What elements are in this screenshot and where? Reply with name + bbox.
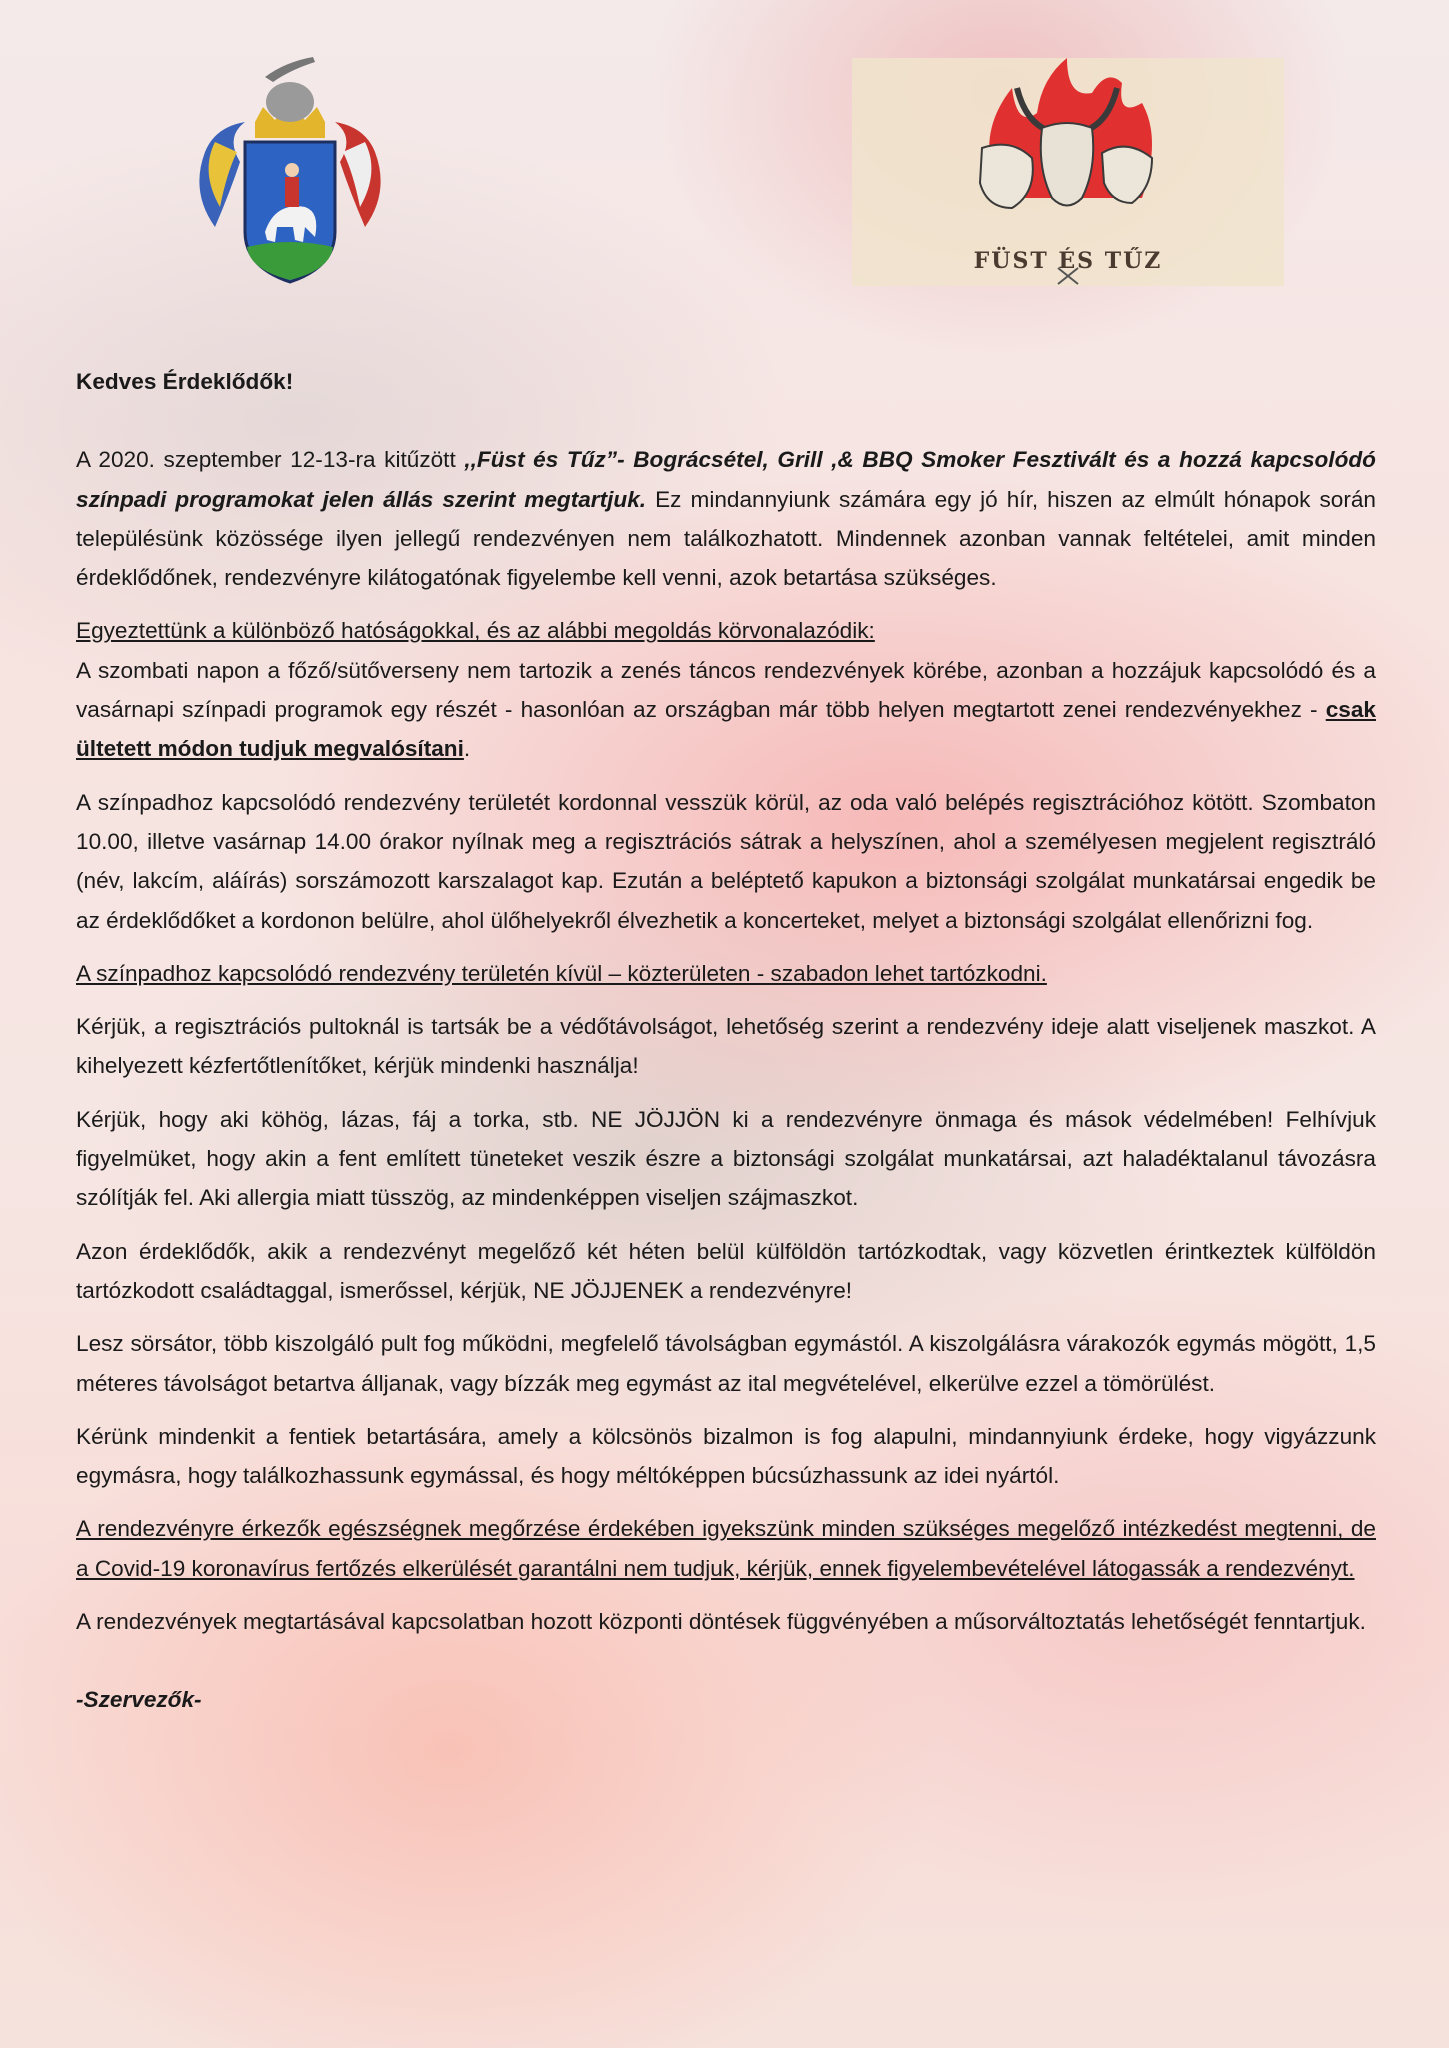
paragraph-beer-tent: Lesz sörsátor, több kiszolgáló pult fog működni, megfelelő távolságban egymástól. A kiszolgálásra várakozók egymás mögött, 1,5 méteres távolságot betartva álljanak, vagy bízzák meg egymást az ital megvételével, elkerülve ezzel a tömörülést. bbox=[76, 1331, 1376, 1396]
paragraph-distance: Kérjük, a regisztrációs pultoknál is tartsák be a védőtávolságot, lehetőség szerint a rendezvény ideje alatt viseljenek maszkot. A kihelyezett kézfertőtlenítőket, kérjük mindenki használja! bbox=[76, 1014, 1376, 1079]
coat-of-arms-logo bbox=[185, 42, 395, 287]
paragraph-abroad: Azon érdeklődők, akik a rendezvényt megelőző két héten belül külföldön tartózkodtak, vagy közvetlen érintkeztek külföldön tartózkodott családtaggal, ismerőssel, kérjük, NE JÖJJENEK a rendezvényre! bbox=[76, 1238, 1376, 1303]
paragraph-trust: Kérünk mindenkit a fentiek betartására, amely a kölcsönös bizalmon is fog alapulni, mindannyiunk érdeke, hogy vigyázzunk egymásra, hogy találkozhassunk egymással, és hogy méltóképpen búcsúzhassunk az idei nyártól. bbox=[76, 1423, 1376, 1489]
paragraph-outside-area: A színpadhoz kapcsolódó rendezvény területén kívül – közterületen - szabadon lehet tartózkodni. bbox=[76, 960, 1047, 986]
paragraph-registration: A színpadhoz kapcsolódó rendezvény területét kordonnal vesszük körül, az oda való belépés regisztrációhoz kötött. Szombaton 10.00, illetve vasárnap 14.00 órakor nyílnak meg a regisztrációs sátrak a helyszínen, ahol a személyesen megjelent regisztráló (név, lakcím, aláírás) sorszámozott karszalagot kap. Ezután a beléptető kapukon a biztonsági szolgálat munkatársai engedik be az érdeklődőket a kordonon belülre, ahol ülőhelyekről élvezhetik a koncerteket, melyet a biztonsági szolgálat ellenőrizni fog. bbox=[76, 789, 1376, 933]
fust-es-tuz-logo bbox=[852, 58, 1284, 286]
greeting: Kedves Érdeklődők! bbox=[76, 369, 294, 394]
signature: -Szervezők- bbox=[76, 1687, 202, 1713]
paragraph-symptoms: Kérjük, hogy aki köhög, lázas, fáj a torka, stb. NE JÖJJÖN ki a rendezvényre önmaga és mások védelmében! Felhívjuk figyelmüket, hogy akin a fent említett tüneteket veszik észre a biztonsági szolgálat munkatársai, azt haladéktalanul távozásra szólítják fel. Aki allergia miatt tüsszög, az mindenképpen viseljen szájmaszkot. bbox=[76, 1106, 1376, 1211]
brand-text: FÜST ÉS TŰZ bbox=[973, 248, 1163, 274]
paragraph-heading: Egyeztettünk a különböző hatóságokkal, és az alábbi megoldás körvonalazódik: bbox=[76, 618, 875, 644]
paragraph-program-change: A rendezvények megtartásával kapcsolatban hozott központi döntések függvényében a műsorváltoztatás lehetőségét fenntartjuk. bbox=[76, 1609, 1366, 1635]
letter-body bbox=[76, 362, 1376, 1720]
paragraph-covid: A rendezvényre érkezők egészségnek megőrzése érdekében igyekszünk minden szükséges megelőző intézkedést megtenni, de a Covid-19 koronavírus fertőzés elkerülését garantálni nem tudjuk, kérjük, ennek figyelembevételével látogassák a rendezvényt. bbox=[76, 1516, 1376, 1581]
paragraph-intro: A 2020. szeptember 12-13-ra kitűzött ,,Füst és Tűz”- Bográcsétel, Grill ,& BBQ Smoker Fesztivált és a hozzá kapcsolódó színpadi programokat jelen állás szerint megtartjuk. Ez mindannyiunk számára egy jó hír, hiszen az elmúlt hónapok során településünk közössége ilyen jellegű rendezvényen nem találkozhatott. Mindennek azonban vannak feltételei, amit minden érdeklődőnek, rendezvényre kilátogatónak figyelembe kell venni, azok betartása szükséges. bbox=[76, 447, 1376, 591]
paragraph-seated: A szombati napon a főző/sütőverseny nem tartozik a zenés táncos rendezvények körébe, azonban a hozzájuk kapcsolódó és a vasárnapi színpadi programok egy részét - hasonlóan az országban már több helyen megtartott zenei rendezvényekhez - csak ültetett módon tudjuk megvalósítani. bbox=[76, 657, 1376, 762]
